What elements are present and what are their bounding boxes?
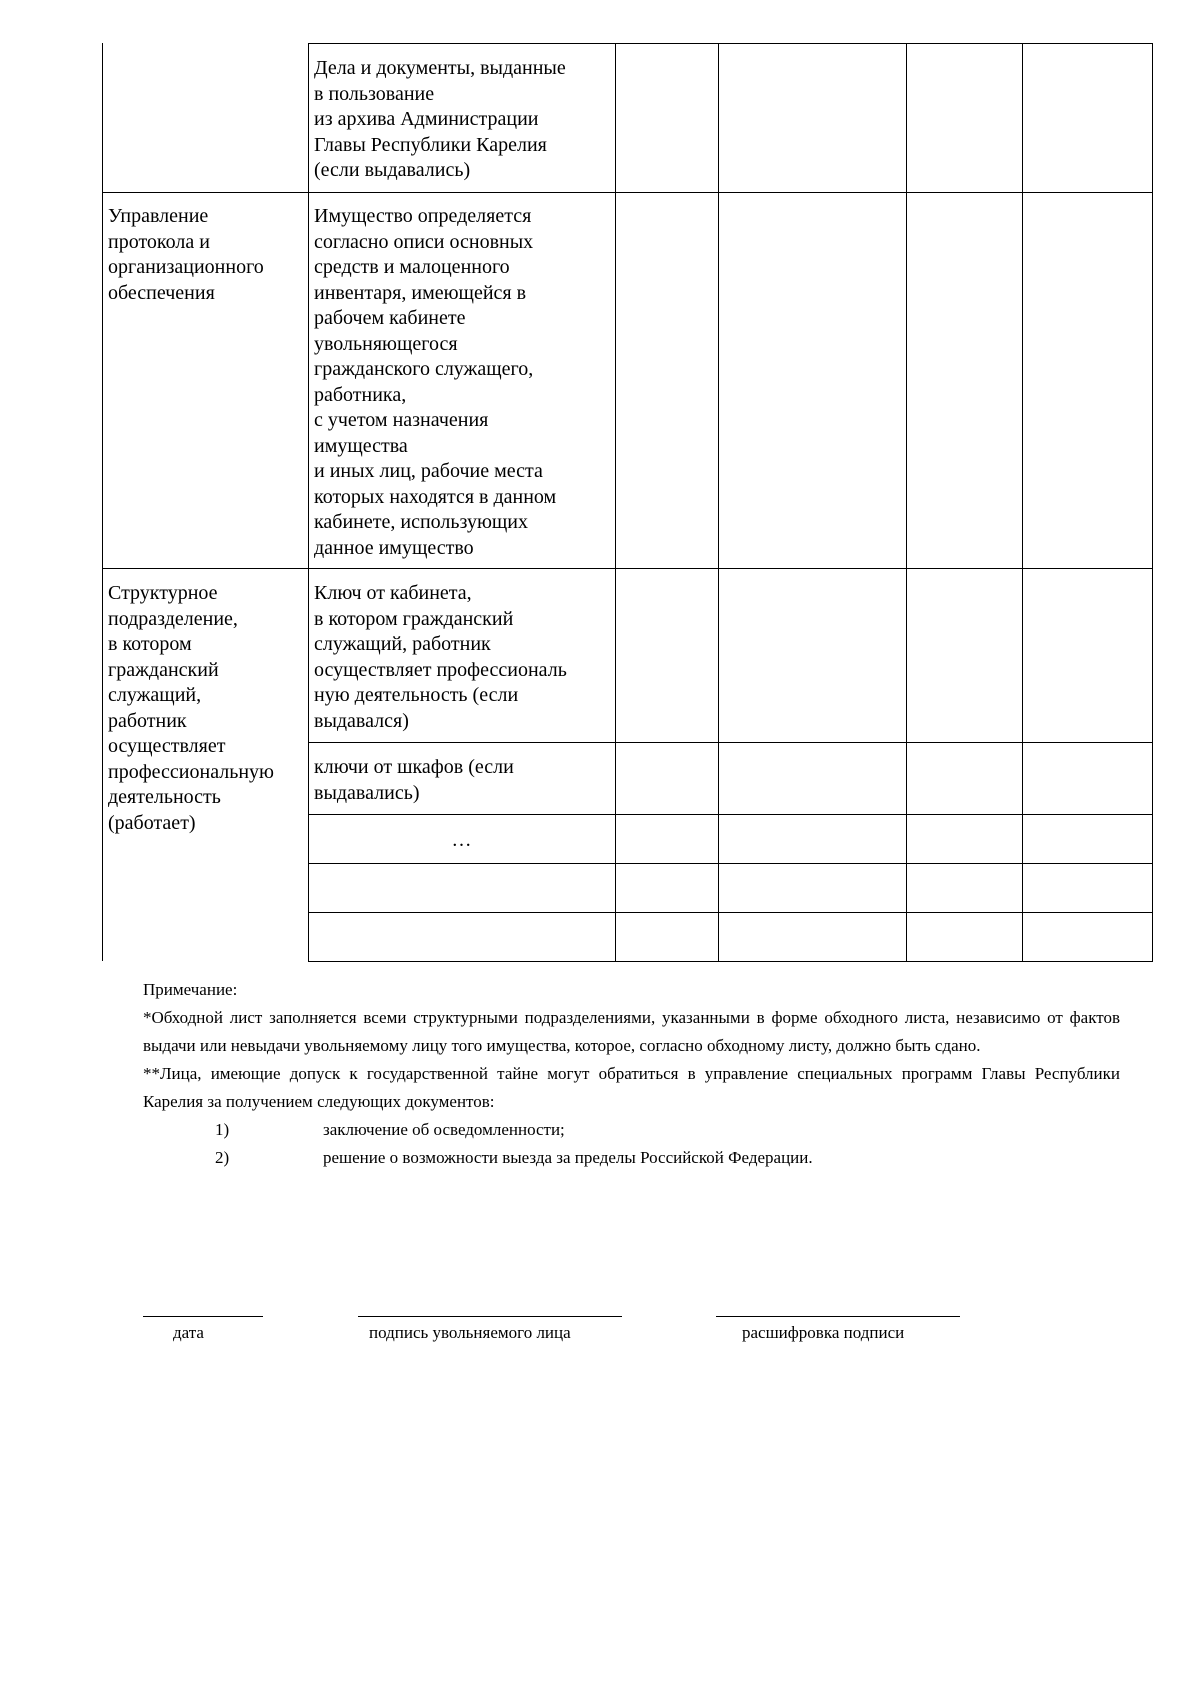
notes-heading: Примечание: <box>143 980 238 999</box>
row-separator <box>102 192 1153 193</box>
item-property-inventory: Имущество определяется согласно описи основных средств и малоценного инвентаря, имеющейся в рабочем кабинете увольняющегося гражданского служащего, работника, с учетом назначения имущества и иных лиц, рабочие места которых находятся в данном кабинете, использующих данное имущество <box>314 205 557 559</box>
table-divider-col3 <box>718 43 719 961</box>
table-border-right <box>1152 43 1153 961</box>
date-label: дата <box>173 1323 204 1342</box>
list-number: 1) <box>215 1120 230 1139</box>
list-number: 2) <box>215 1148 230 1167</box>
signature-label: подпись увольняемого лица <box>369 1323 571 1342</box>
list-text: заключение об осведомленности; <box>323 1120 565 1139</box>
table-border-left <box>102 43 103 961</box>
table-border-bottom <box>308 961 1153 962</box>
subrow-separator <box>308 814 1153 815</box>
subrow-separator <box>308 863 1153 864</box>
signature-line <box>358 1316 622 1317</box>
item-cabinet-keys: ключи от шкафов (если выдавались) <box>314 756 514 804</box>
department-structural-unit: Структурное подразделение, в котором гражданский служащий, работник осуществляет профессиональную деятельность (работает) <box>108 582 274 834</box>
subrow-separator <box>308 912 1153 913</box>
decode-line <box>716 1316 960 1317</box>
row-separator <box>102 568 1153 569</box>
table-divider-col2 <box>615 43 616 961</box>
list-item <box>143 1144 1120 1172</box>
table-divider-col5 <box>1022 43 1023 961</box>
department-protocol-management: Управление протокола и организационного обеспечения <box>108 205 264 304</box>
note-second: **Лица, имеющие допуск к государственной тайне могут обратиться в управление специальных программ Главы Республики Карелия за получением следующих документов: <box>143 1064 1120 1111</box>
notes-section <box>143 976 1120 1172</box>
list-item <box>143 1116 1120 1144</box>
decode-label: расшифровка подписи <box>742 1323 905 1342</box>
date-line <box>143 1316 263 1317</box>
subrow-separator <box>308 742 1153 743</box>
item-office-key: Ключ от кабинета, в котором гражданский служащий, работник осуществляет профессиональ ную деятельность (если выдавался) <box>314 582 567 732</box>
table-border-top <box>308 43 1153 44</box>
item-ellipsis: … <box>451 829 472 851</box>
note-first: *Обходной лист заполняется всеми структурными подразделениями, указанными в форме обходного листа, независимо от фактов выдачи или невыдачи увольняемому лицу того имущества, которое, согласно обходному листу, должно быть сдано. <box>143 1008 1120 1055</box>
table-divider-col4 <box>906 43 907 961</box>
list-text: решение о возможности выезда за пределы Российской Федерации. <box>323 1148 813 1167</box>
table-divider-col1 <box>308 43 309 961</box>
item-archive-documents: Дела и документы, выданные в пользование из архива Администрации Главы Республики Карелия (если выдавались) <box>314 57 566 181</box>
